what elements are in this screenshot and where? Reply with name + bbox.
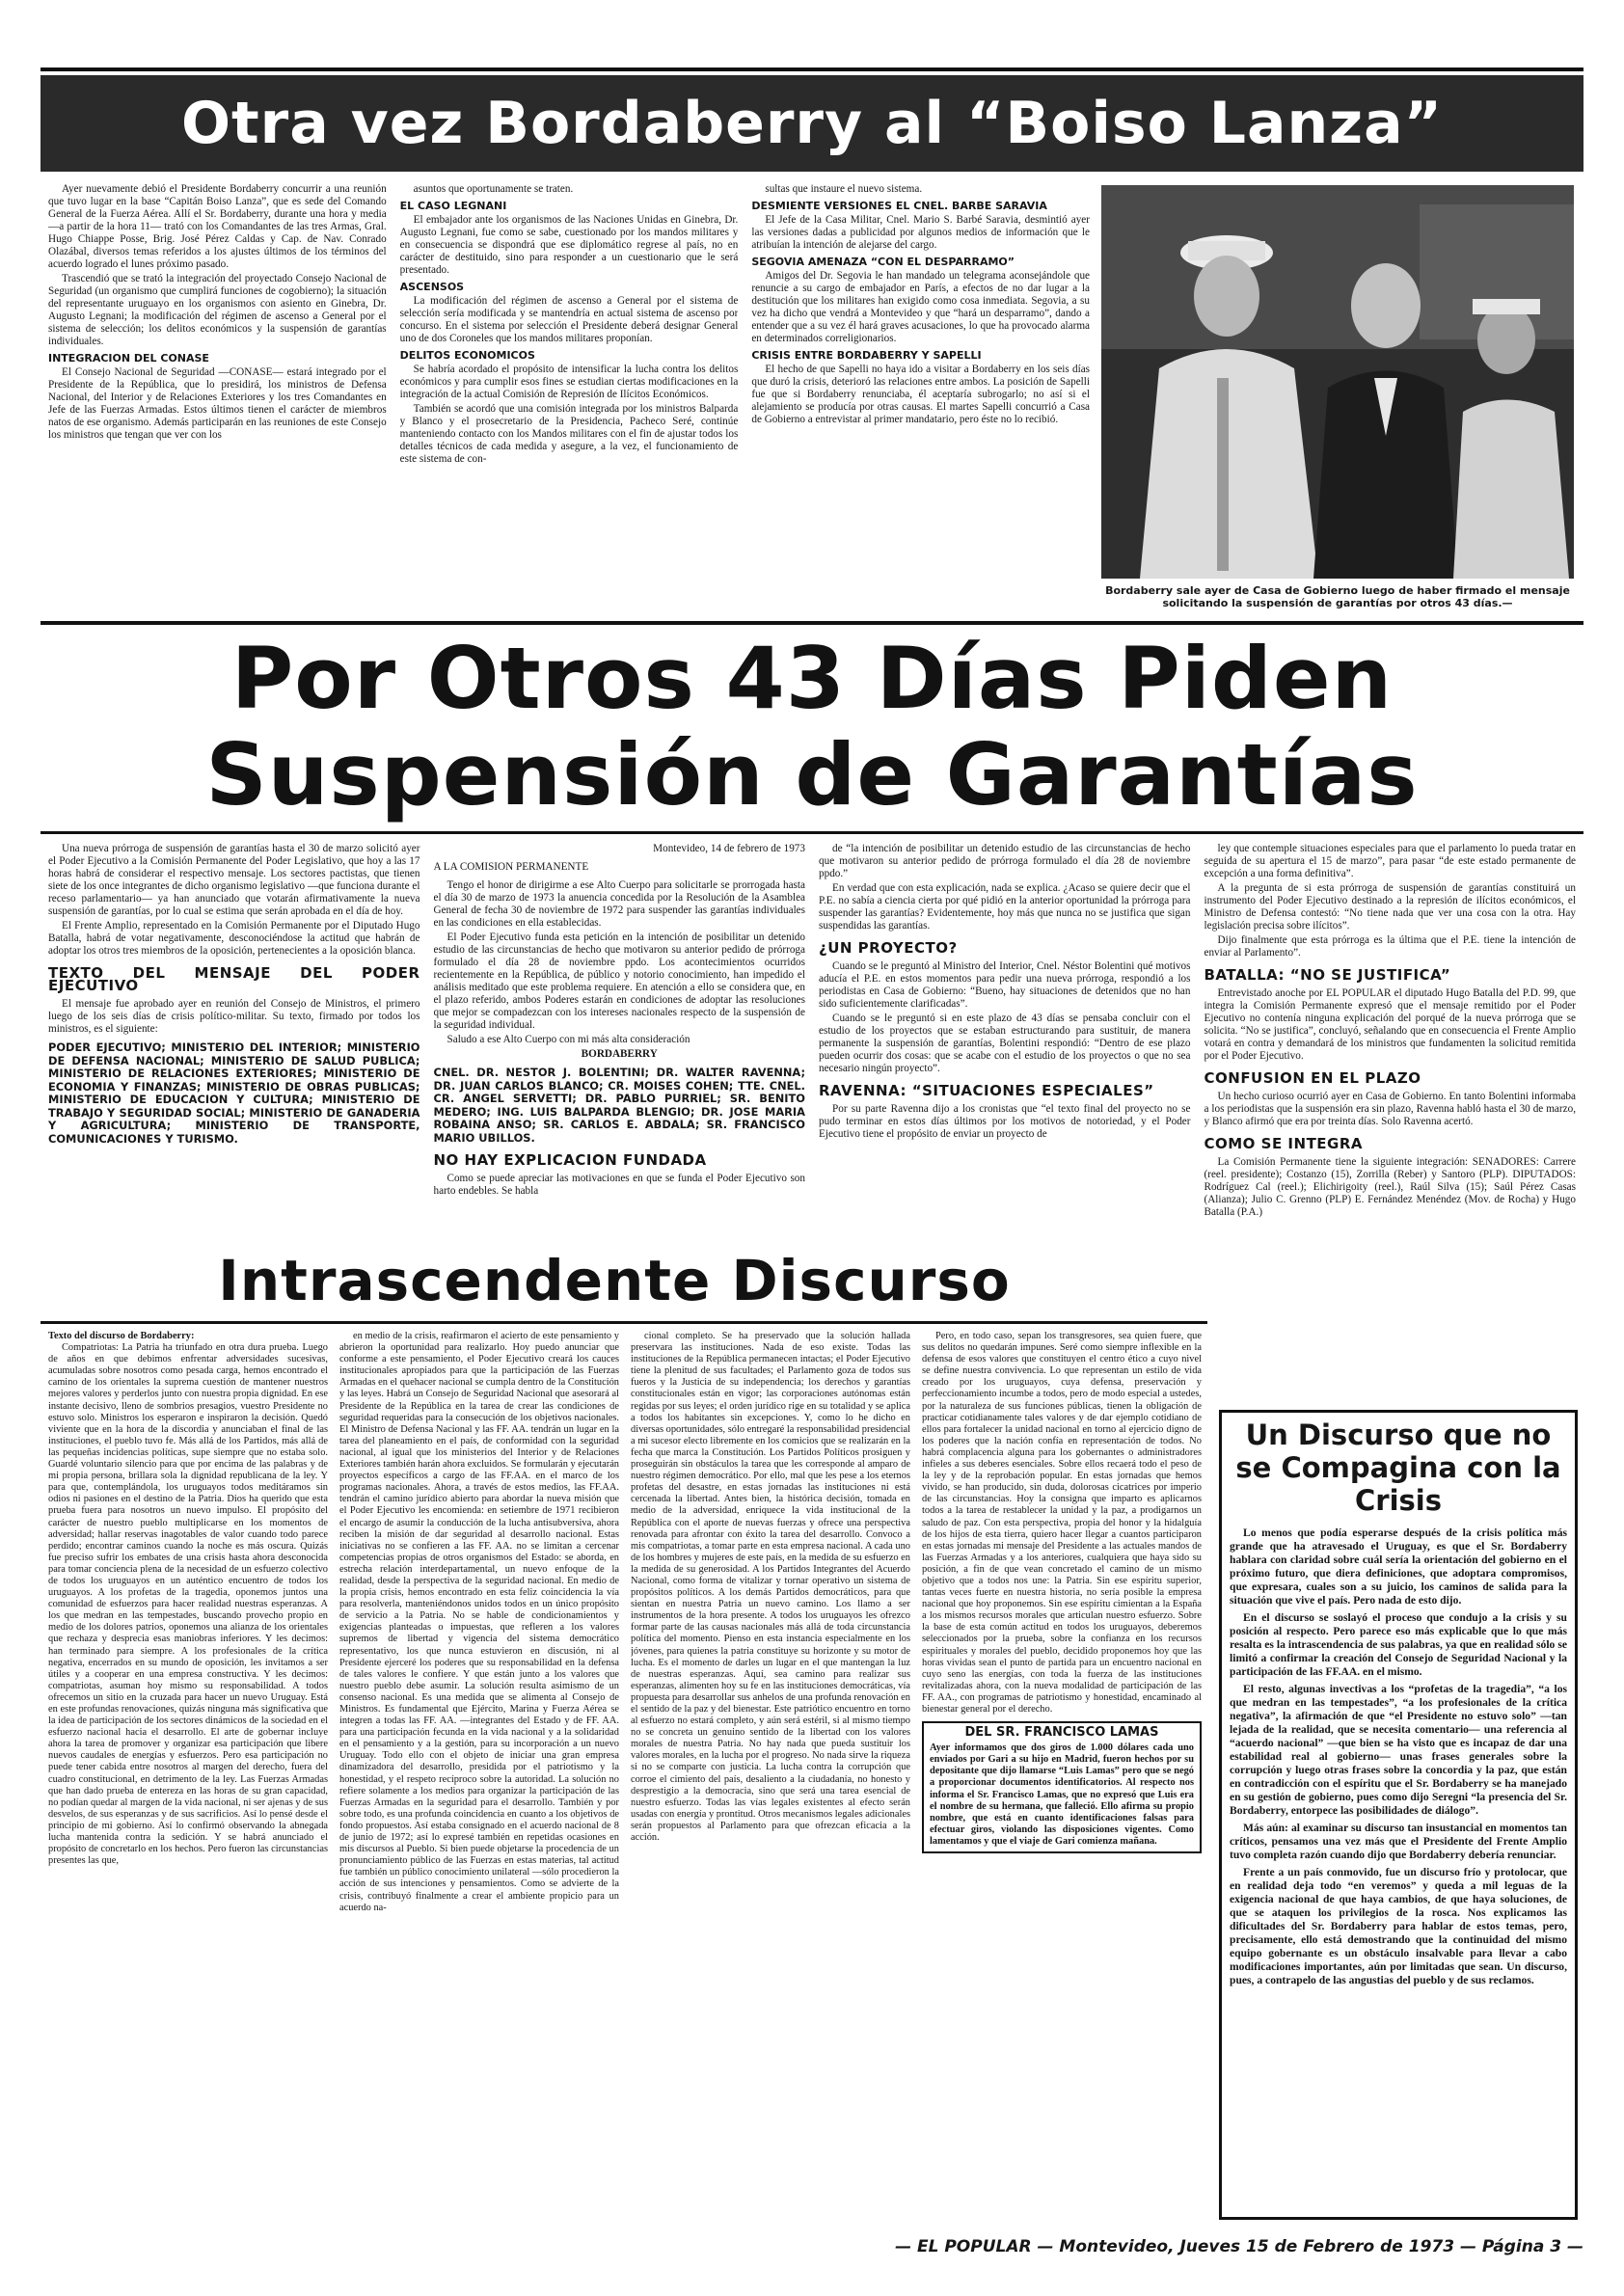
photo-caption: Bordaberry sale ayer de Casa de Gobierno luego de haber firmado el mensaje solicitando la suspensión de garantías por otros 43 días.— — [1105, 584, 1570, 609]
top-col-2 — [400, 183, 739, 617]
main-col3-para-2: En verdad que con esta explicación, nada se explica. ¿Acaso se quiere decir que el P.E. no sabía a ciencia cierta por qué pidió en la anterior oportunidad la prórroga para suspender las garantías? Evidentemente, hoy más que nunca no se justifica que sigan suspendidas las garantías. — [819, 882, 1191, 932]
main-subhead-confusion: CONFUSION EN EL PLAZO — [1204, 1069, 1421, 1087]
top-col-1 — [48, 183, 387, 617]
speech-col-2 — [339, 1331, 619, 2218]
top-border-rule — [41, 68, 1583, 71]
top-headline: Otra vez Bordaberry al “Boiso Lanza” — [41, 75, 1583, 172]
top-col2-para-3: La modificación del régimen de ascenso a General por el sistema de selección sería modificada y se mantendría en actual sistema de ascenso por concurso. En el sistema por selección el Presidente deberá designar General uno de dos Coroneles que los mandos militares proponían. — [399, 295, 739, 344]
main-col2-para-2: El Poder Ejecutivo funda esta petición en la intención de posibilitar un detenido estudio de las circunstancias de hecho que motivaron su anterior pedido de prórroga formulado el día 28 de noviembre ppdo. Los acontecimientos ocurridos recientemente en la República, de público y notorio conocimiento, han impedido el análisis meditado que este problema requiere. En atención a ello se considera que, en el plazo referido, ambos Poderes estarán en condiciones de adoptar las resoluciones que mejor se compadezcan con los intereses nacionales respecto de la suspensión de la seguridad individual. — [433, 932, 805, 1031]
message-addressee: A LA COMISION PERMANENTE — [433, 861, 589, 873]
editorial-para-1: Lo menos que podía esperarse después de la crisis política más grande que ha atravesado el Uruguay, es que el Sr. Bordaberry hablara con claridad sobre cuál sería la orientación del gobierno en el próximo futuro, que diera definiciones, que adoptara compromisos, que expresara, cuales son a su juicio, los caminos de salida para la situación que vive el país. Pero nada de esto dijo. — [1230, 1526, 1567, 1607]
ministries-list: PODER EJECUTIVO; MINISTERIO DEL INTERIOR; MINISTERIO DE DEFENSA NACIONAL; MINISTERIO DE SALUD PUBLICA; MINISTERIO DE RELACIONES EXTERIORES; MINISTERIO DE ECONOMIA Y FINANZAS; MINISTERIO DE OBRAS PUBLICAS; MINISTERIO DE EDUCACION Y CULTURA; MINISTERIO DE TRABAJO Y SEGURIDAD SOCIAL; MINISTERIO DE GANADERIA Y AGRICULTURA; MINISTERIO DE TRANSPORTE, COMUNICACIONES Y TURISMO. — [48, 1040, 420, 1146]
editorial-box — [1219, 1410, 1578, 2220]
lamas-box-body: Ayer informamos que dos giros de 1.000 dólares cada uno enviados por Gari a su hijo en Madrid, fueron hechos por su depositante que dijo llamarse “Luis Lamas” pero que se negó a proporcionar documentos identificatorios. Al respecto nos informa el Sr. Francisco Lamas, que no expresó que Luis era el nombre de su hermana, que falleció. Ello afirma su propio nombre, que está en cuanto identificaciones falsas para efectuar giros, violando las disposiciones vigentes. Como lamentamos y que el viaje de Gari comienza mañana. — [930, 1742, 1194, 1847]
top-subhead-barbe: DESMIENTE VERSIONES EL CNEL. BARBE SARAVIA — [751, 200, 1047, 212]
main-col-4 — [1204, 843, 1577, 1257]
top-subhead-conase: INTEGRACION DEL CONASE — [48, 352, 209, 365]
speech-col-3 — [631, 1331, 910, 2218]
editorial-para-4: Más aún: al examinar su discurso tan insustancial en momentos tan críticos, pensamos una vez más que el Presidente del Frente Amplio tuvo completa razón cuando dijo que Bordaberry debería renunciar. — [1230, 1822, 1567, 1861]
main-col3-para-5: Por su parte Ravenna dijo a los cronistas que “el texto final del proyecto no se pudo terminar en estos días últimos por los motivos de notoriedad, y el Poder Ejecutivo tiene el propósito de enviar un proyecto de — [819, 1103, 1191, 1140]
third-headline: Intrascendente Discurso — [218, 1248, 1011, 1313]
editorial-para-2: En el discurso se soslayó el proceso que condujo a la crisis y su posición al respecto. Pero parece eso más explicable que lo que más resalta es la intrascendencia de sus palabras, ya que en realidad sólo se limitó a confirmar la creación del Consejo de Seguridad Nacional y la participación de las FF.AA. en el mismo. — [1230, 1611, 1567, 1678]
main-col-1 — [48, 843, 420, 1257]
main-col4-para-5: Un hecho curioso ocurrió ayer en Casa de Gobierno. En tanto Bolentini informaba a los periodistas que la suspensión era sin plazo, Ravenna habló hasta el 30 de marzo, y Blanco afirmó que era por treinta días. Solo Ravenna acertó. — [1204, 1091, 1576, 1127]
speech-col1-text: Compatriotas: La Patria ha triunfado en otra dura prueba. Luego de años en que debimos enfrentar adversidades sucesivas, acumuladas sobre nosotros como pesada carga, hemos encontrado el camino de los orientales la suprema cuestión de mantener nuestros mejores valores y perderlos junto con nuestra propia dignidad. En ese instante decisivo, lleno de sombrios presagios, vuestro Presidente no estuvo solo. Ministros los esperaron e inspiraron la decisión. Quedó viviente que en la hora de la discordia y anunciaban el final de las instituciones, el pueblo tuvo fe. Más allá de los Partidos, más allá de las pequeñas incidencias políticas, supe siempre que no estaba solo. Guardé voluntario silencio para que por encima de las palabras y de mi propia persona, brillara sola la dignidad republicana de la ley. Y para que, contemplándola, los uruguayos todos meditáramos sin odios ni pasiones en el destino de la Patria. Dios ha querido que esta prueba fuera para nosotros un nuevo impulso. El propósito del carácter de nuestro pueblo multiplicarse en los momentos de adversidad; hallar reservas inagotables de valor cuando todo parece perdido; encontrar caminos cuando la noche es más oscura. Quizás fue preciso sufrir los embates de una crisis hasta ahora desconocida para tomar conciencia plena de la necesidad de un esfuerzo colectivo de todos los uruguayos en un auténtico encuentro de todos los uruguayos. A los profetas de la tragedia, oponemos juntos una comunidad de esfuerzos para hacer realidad nuestras esperanzas. A los que medran en las tempestades, buscando provecho propio en medio de los dolores patrios, oponemos una alianza de los orientales que rechaza y desprecia esas maniobras inferiores. Y les decimos: han terminado para siempre. A los profesionales de la crítica negativa, encerrados en su mundo de oposición, les invitamos a ser útiles y a cooperar en una empresa constructiva. Y les decimos: compatriotas, asuman hoy mismo su responsabilidad. A todos ofrecemos un sitio en la cruzada para hacer un nuevo Uruguay. Está en este profundas renovaciones, quizás ninguna más significativa que la idea de participación de los sectores dinámicos de la sociedad en el esfuerzo nacional hacia el desarrollo. El arte de gobernar incluye ahora la tarea de promover y organizar esa participación que libere nuevos caudales de energías y esfuerzos. Pero esa participación no puede tener cabida entre nosotros al margen del derecho, fuera del cuadro constitucional, en detrimento de la ley. Las Fuerzas Armadas que han dado prueba de entereza en las horas de su gran capacidad, no podían quedar al margen de la vida nacional, ni ser ajenas y de sus desvelos, de sus esperanzas y de sus sacrificios. Así lo pensé desde el principio de mi gobierno. Así lo confirmó observando la abnegada lucha mantenida contra la sedición. Y se habrá anunciado el propósito de concretarlo en los hechos. Pero fueron las circunstancias presentes las que, — [48, 1342, 328, 1867]
main-col4-para-3: Dijo finalmente que esta prórroga es la última que el P.E. tiene la intención de enviar al Parlamento”. — [1204, 934, 1576, 959]
main-col-3 — [819, 843, 1191, 1257]
top-subhead-legnani: EL CASO LEGNANI — [399, 200, 507, 212]
page-footer: — EL POPULAR — Montevideo, Jueves 15 de Febrero de 1973 — Página 3 — — [895, 2237, 1583, 2256]
main-col4-para-6: La Comisión Permanente tiene la siguiente integración: SENADORES: Carrere (reel. presidente); Costanzo (15), Zorrilla (Reber) y Santoro (PLP). DIPUTADOS: Rodríguez Cal (reel.); Elichirigoity (reel.), Raúl Silva (15); Saúl Pérez Casas (Alianza); Julio C. Grenno (PLP) E. Fernández Menéndez (Mov. de Rocha) y Hugo Batalla (P.A.) — [1204, 1156, 1576, 1218]
top-col3-para-3: Amigos del Dr. Segovia le han mandado un telegrama aconsejándole que renuncie a su cargo de embajador en París, a efectos de no dar lugar a la destitución que los militares han exigido como cosa inmediata. Segovia, a su vez ha dicho que vendrá a Montevideo y que “hará un desparramo”, dando a entender que a su vez él hará graves acusaciones, lo que ha provocado alarma en determinados correligionarios. — [751, 270, 1091, 344]
main-subhead-proyecto: ¿UN PROYECTO? — [819, 939, 958, 957]
main-article-columns — [48, 843, 1576, 1257]
main-subhead-no-hay: NO HAY EXPLICACION FUNDADA — [433, 1151, 707, 1169]
newspaper-page — [41, 68, 1583, 2276]
top-col-3 — [751, 183, 1090, 617]
speech-col4-text: Pero, en todo caso, sepan los transgresores, sea quien fuere, que sus delitos no quedarán impunes. Seré como siempre inflexible en la defensa de esos valores que constituyen el centro ético a cuyo nivel se define nuestra convivencia. Lo que representan un estilo de vida creado por los uruguayos, cuya defensa, preservación y perfeccionamiento incumbe a todos, pero de modo especial a ustedes, por la naturaleza de sus funciones públicas, tienen la obligación de practicar cotidianamente tales valores y de dar ejemplo cotidiano de ellos para fortalecer la unidad nacional en torno al ejercicio digno de los poderes que la nación confía en representación de todos. No habrá complacencia alguna para los gobernantes o administradores infieles a sus deberes esenciales. Sobre ellos recaerá todo el peso de la ley y de la reprobación popular. En estas jornadas que hemos vivido, se han producido, sin duda, dolorosas cicatrices por imperio de las circunstancias. Hoy la consigna que imparto es aplicarnos todos a la tarea de restablecer la unidad y la paz, a prodigarnos un saludo de paz. Con esta perspectiva, propia del honor y la hidalguía de los hijos de esta tierra, quiero hacer llegar a cuantos participaron en estas jornadas mi mensaje del Presidente a las actuales mandos de las Fuerzas Armadas y a los anteriores, cualquiera que haya sido su posición, a fin de que vean concretado el camino de un mismo objetivo que a todos nos une: la Patria. Sin ese espíritu superior, tantas veces fuerte en nuestra historia, no sería posible la empresa nacional que hoy proponemos. Sin ese espíritu cimientan a la España a los mismos recursos morales que articulan nuestro esfuerzo. Sobre la base de esta común actitud en todos los uruguayos, deberemos seleccionados por la prueba, sobre la confianza en los recursos espirituales y morales del pueblo, decidido proponemos hoy que las horas vividas sean el punto de partida para un encuentro nacional en cuyo seno las energías, con toda la fuerza de las instituciones revitalizadas ahora, con la nueva modalidad de participación de las FF. AA., con programas de patriotismo y honestidad, encaminado al bienestar general por el derecho. — [922, 1331, 1202, 1715]
main-headline-line-2: Suspensión de Garantías — [205, 725, 1419, 824]
main-headline-line-1: Por Otros 43 Días Piden — [230, 629, 1394, 728]
main-col-2 — [434, 843, 806, 1257]
top-subhead-delitos: DELITOS ECONOMICOS — [399, 349, 535, 362]
lamas-box-title: DEL SR. FRANCISCO LAMAS — [964, 1725, 1159, 1741]
main-col4-para-4: Entrevistado anoche por EL POPULAR el diputado Hugo Batalla del P.D. 99, que integra la Comisión Permanente expresó que el mensaje remitido por el Poder Ejecutivo no contenía ninguna explicación del porqué de la nueva prórroga que se solicita. “No se justifica”, concluyó, señalando que en consecuencia el Frente Amplio votará en contra y demandará de los ministros que fundamenten la solicitud remitida por el Poder Ejecutivo. — [1204, 987, 1576, 1062]
speech-intro: Texto del discurso de Bordaberry: — [48, 1331, 195, 1341]
photo-illustration — [1101, 185, 1574, 579]
main-col1-para-2: El Frente Amplio, representado en la Comisión Permanente por el Diputado Hugo Batalla, habrá de votar negativamente, desconociéndose la actitud que habrán de adoptar los otros tres miembros de la oposición, pertenecientes a la oposición blanca. — [48, 920, 420, 957]
editorial-body — [1222, 1526, 1575, 1987]
third-headline-rule — [41, 1321, 1207, 1324]
main-col2-para-4: Como se puede apreciar las motivaciones en que se funda el Poder Ejecutivo son harto endebles. Se habla — [433, 1173, 805, 1197]
editorial-title: Un Discurso que no se Compagina con la Crisis — [1235, 1418, 1561, 1517]
main-headline-rule — [41, 831, 1583, 834]
top-col3-para-1: sultas que instaure el nuevo sistema. — [765, 183, 923, 195]
top-col1-para-2: Trascendió que se trató la integración del proyectado Consejo Nacional de Seguridad (un organismo que cumplirá funciones de cogobierno); la situación del representante uruguayo en los organismos con asiento en Ginebra, Dr. Augusto Legnani; la modificación del régimen de ascenso a General por el sistema de selección; los delitos económicos y la suspensión de garantías individuales. — [48, 273, 387, 347]
main-subhead-ravenna: RAVENNA: “SITUACIONES ESPECIALES” — [819, 1082, 1154, 1099]
top-col1-para-3: El Consejo Nacional de Seguridad —CONASE— estará integrado por el Presidente de la República, que lo presidirá, los ministros de Defensa Nacional, del Interior y de Relaciones Exteriores y los tres Comandantes en Jefe de las Fuerzas Armadas. Estos últimos tienen el carácter de miembros natos de ese organismo. Además participarán en las reuniones de este Consejo los ministros que tengan que ver con los — [48, 366, 387, 441]
top-col1-para-1: Ayer nuevamente debió el Presidente Bordaberry concurrir a una reunión que tuvo lugar en la base “Capitán Boiso Lanza”, que es sede del Comando General de la Fuerza Aérea. Allí el Sr. Bordaberry, durante una hora y media —a partir de la hora 11— trató con los Comandantes de las tres Armas, Gral. Hugo Chiappe Posse, Brig. José Pérez Caldas y Cap. de Nav. Conrado Olazábal, diversos temas referidos a los ajustes últimos de los términos del acuerdo logrado el lunes próximo pasado. — [48, 183, 387, 270]
top-subhead-sapelli: CRISIS ENTRE BORDABERRY Y SAPELLI — [751, 349, 982, 362]
top-article-columns — [48, 183, 1090, 617]
speech-columns — [48, 1331, 1202, 2218]
top-subhead-ascensos: ASCENSOS — [399, 281, 465, 293]
main-subhead-texto: TEXTO DEL MENSAJE DEL PODER EJECUTIVO — [48, 964, 420, 994]
main-col3-para-3: Cuando se le preguntó al Ministro del Interior, Cnel. Néstor Bolentini qué motivos aducía el P.E. en estos momentos para pedir una nueva prórroga, respondió a los periodistas en Casa de Gobierno: “Bueno, hay situaciones de detenidos que no han sido suficientemente clarificadas”. — [819, 960, 1191, 1010]
main-col2-para-1: Tengo el honor de dirigirme a ese Alto Cuerpo para solicitarle se prorrogada hasta el día 30 de marzo de 1973 la anuencia concedida por la Resolución de la Asamblea General de fecha 30 de noviembre de 1972 para suspender las garantías individuales en las condiciones en ella establecidas. — [433, 879, 805, 929]
main-col4-para-2: A la pregunta de si esta prórroga de suspensión de garantías constituirá un instrumento del Poder Ejecutivo destinado a la represión de ilícitos económicos, el Ministro de Defensa contestó: “No tiene nada que ver una cosa con la otra. Hay legislación precisa sobre ilícitos”. — [1204, 882, 1576, 932]
bordaberry-photo — [1101, 185, 1574, 579]
message-dateline: Montevideo, 14 de febrero de 1973 — [653, 843, 805, 854]
speech-col-4 — [922, 1331, 1202, 2218]
speech-col-1 — [48, 1331, 328, 2218]
message-signer: BORDABERRY — [581, 1048, 658, 1060]
top-col3-para-4: El hecho de que Sapelli no haya ido a visitar a Bordaberry en los seis días que duró la crisis, deterioró las relaciones entre ambos. La posición de Sapelli fue que si Bordaberry renunciaba, él aceptaría subrogarlo; no así si el alejamiento se producía por otras causas. El martes Sapelli concurrió a Casa de Gobierno a entrevistar al primer mandatario, pero éste no lo recibió. — [751, 364, 1091, 425]
main-subhead-batalla: BATALLA: “NO SE JUSTIFICA” — [1204, 966, 1451, 984]
main-col2-para-3: Saludo a ese Alto Cuerpo con mi más alta consideración — [447, 1034, 690, 1045]
speech-col3-text: cional completo. Se ha preservado que la solución hallada preservara las instituciones. Nada de eso existe. Todas las instituciones de la República permanecen intactas; el Poder Ejecutivo tiene la plenitud de sus facultades; el Parlamento goza de todos sus fueros y la Justicia de su independencia; los derechos y garantías constitucionales están en vigor; las corporaciones autónomas están regidas por sus leyes; el orden jurídico rige en su totalidad y se aplica a todos los habitantes sin excepciones. Y, como lo he dicho en diversas oportunidades, sólo entregaré la responsabilidad presidencial a mi sucesor electo libremente en los comicios que se realizarán en la fecha que marca la Constitución. Los Partidos Políticos prosiguen y proseguirán sin obstáculos la tarea que les corresponde al amparo de nuestro régimen democrático. Por ello, mal que les pese a los eternos profetas del desastre, en estas jornadas las instituciones ni está cercenada la libertad. Antes bien, la histórica decisión, tomada en medio de la adversidad, enriquece la vida institucional de la República con el aporte de nuevas fuerzas y ofrece una perspectiva renovada para afrontar con éxito la tarea del desarrollo. Convoco a mis compatriotas, a tomar parte en esta empresa nacional. A cada uno de los hombres y mujeres de este país, en la medida de su esfuerzo en la medida de su generosidad. A los Partidos Integrantes del Acuerdo Nacional, como forma de vitalizar y tornar operativo un sistema de propósitos políticos. A los demás Partidos democráticos, para que sientan en nuestra Patria un nuevo camino. Los llamo a ser instrumentos de la hora presente. A todos los uruguayos les ofrezco formar parte de las causas nacionales más allá de toda circunstancia política del momento. Pienso en esta instancia especialmente en los jóvenes, para quienes la patria constituye su horizonte y su motor de lucha. Es el momento de darles un lugar en el que mantengan la luz de nuestras esperanzas. Aquí, sea camino para realizar sus esperanzas, alimenten hoy su fe en las instituciones democráticas, vía propuesta para desarrollar sus anhelos de una profunda renovación en el sentido de la paz y del bienestar. Este patriótico encuentro en torno al esfuerzo no estará completo, y aún será estéril, si al mismo tiempo no se concreta un genuino sentido de la libertad con los valores morales de nuestra Patria. No hay nada que pueda sustituir los valores morales, en la lucha por el progreso. No nada sirve la riqueza si no se comparte con justicia. La lucha contra la corrupción que corroe el cimiento del país, desaliento a la ciudadanía, no honesto y desprestigio a la democracia, sino que será una tarea esencial de nuestro esfuerzo. Todas las vías legales existentes al efecto serán usadas con energía y prontitud. Otros mecanismos legales adicionales serán propuestos al Parlamento para que ofrezcan eficacia a la acción. — [631, 1331, 910, 1844]
top-col2-para-4: Se habría acordado el propósito de intensificar la lucha contra los delitos económicos y para cumplir esos fines se estudian ciertas modificaciones en la integración de la actual Comisión de Represión de Ilícitos Económicos. — [399, 364, 739, 400]
lamas-box — [922, 1721, 1202, 1853]
top-col2-para-2: El embajador ante los organismos de las Naciones Unidas en Ginebra, Dr. Augusto Legnani, fue como se sabe, cuestionado por los mandos militares y en consecuencia se dispondrá que ese diplomático regrese al país, no en carácter de destituido, sino para responder a un cuestionario que le será presentado. — [399, 214, 739, 276]
signatories-list: CNEL. DR. NESTOR J. BOLENTINI; DR. WALTER RAVENNA; DR. JUAN CARLOS BLANCO; CR. MOISES COHEN; TTE. CNEL. CR. ANGEL SERVETTI; DR. PABLO PURRIEL; SR. BENITO MEDERO; ING. LUIS BALPARDA BLENGIO; DR. JOSE MARIA ROBAINA ANSO; SR. CARLOS E. ABDALA; SR. FRANCISCO MARIO UBILLOS. — [433, 1066, 805, 1145]
top-col3-para-2: El Jefe de la Casa Militar, Cnel. Mario S. Barbé Saravia, desmintió ayer las versiones dadas a publicidad por algunos medios de información que le atribuían la intención de alejarse del cargo. — [751, 214, 1091, 251]
top-section-rule — [41, 621, 1583, 625]
main-col1-para-3: El mensaje fue aprobado ayer en reunión del Consejo de Ministros, el primero luego de los seis días de crisis político-militar. Su texto, firmado por todos los ministros, es el siguiente: — [48, 998, 420, 1035]
editorial-para-5: Frente a un país conmovido, fue un discurso frío y protolocar, que en realidad deja todo “en veremos” y queda a mil leguas de la exigencia nacional de que haya cambios, de que haya soluciones, de que se ataquen los privilegios de la rosca. Nos explicamos las dificultades del Sr. Bordaberry para hablar de estos temas, pero, precisamente, ello está demostrando que la continuidad del mismo equipo gobernante es un obstáculo insalvable para llevar a cabo modificaciones importantes, aún por limitadas que sean. Un discurso, pues, a contrapelo de las angustias del pueblo y de sus reclamos. — [1230, 1866, 1567, 1986]
editorial-para-3: El resto, algunas invectivas a los “profetas de la tragedia”, “a los que medran en las tempestades”, “a los profesionales de la crítica negativa”, la afirmación de que “el Presidente no estuvo solo” —tan lejada de la realidad, que se necesita comentario— una referencia al “acuerdo nacional” —que bien se ha visto que es incapaz de dar una estabilidad real al gobierno— unas frases generales sobre la corrupción y luego otras frases sobre la concordia y la paz, que están en contradicción con el espíritu que el Sr. Bordaberry se ha manejado en su gestión de gobierno, pues como dijo Seregni “la presencia del Sr. Bordaberry, entorpece las posibilidades de diálogo”. — [1230, 1683, 1567, 1817]
main-col4-para-1: ley que contemple situaciones especiales para que el parlamento lo pueda tratar en seguida de su apertura el 15 de marzo”, para pasar “de este estado permanente de excepción a una forma definitiva”. — [1204, 843, 1576, 879]
top-col2-para-5: También se acordó que una comisión integrada por los ministros Balparda y Blanco y el prosecretario de la Presidencia, Pacheco Seré, continúe manteniendo contacto con los Mandos militares con el fin de ajustar todos los detalles técnicos de cada medida y asegure, a la vez, el funcionamiento de este sistema de con- — [399, 403, 739, 465]
top-col2-para-1: asuntos que oportunamente se traten. — [413, 183, 574, 195]
main-col3-para-4: Cuando se le preguntó si en este plazo de 43 días se pensaba concluir con el estudio de los proyectos que se estaban estructurando para sustituir, de manera permanente la suspensión de garantías, Bolentini respondió: “Dentro de ese plazo pueden ocurrir dos cosas: que se acabe con el estudio de los proyectos o que no sea necesario ningún proyecto”. — [819, 1013, 1191, 1074]
speech-col2-text: en medio de la crisis, reafirmaron el acierto de este pensamiento y abrieron la oportunidad para realizarlo. Hoy puedo anunciar que conforme a este pensamiento, el Poder Ejecutivo creará los cauces institucionales apropiados para que la participación de las Fuerzas Armadas en el quehacer nacional se cumpla dentro de la Constitución y las leyes. Habrá un Consejo de Seguridad Nacional que asesorará al Presidente de la República en la tarea de crear las condiciones de seguridad requeridas para la consecución de los objetivos nacionales. El Ministro de Defensa Nacional y las FF. AA. tendrán un lugar en la tarea del planeamiento en el país, de conformidad con la seguridad nacional, al igual que los ministerios del Interior y de Relaciones Exteriores también harán ahora excluidos. Se formularán y ejecutarán proyectos específicos a cargo de las FF.AA. en el marco de los programas nacionales. Ahora, a través de estos medios, las FF.AA. tendrán el camino jurídico abierto para abordar la nueva misión que el Poder Ejecutivo les encomienda: en setiembre de 1971 recibieron el encargo de asumir la conducción de la lucha antisubversiva, ahora reciben la misión de dar seguridad al desarrollo nacional. Estas iniciativas no se confieren a las FF. AA. no se limitan a cercenar competencias propias de otros organismos del Estado: se aborda, en estrecha relación interdepartamental, un nuevo enfoque de la realidad, desde la perspectiva de la seguridad nacional. En medio de la propia crisis, hemos encontrado en esta feliz coincidencia la vía para resolverla, manteniéndonos unidos todos en un único propósito de servicio a la Patria. No se hable de condicionamientos y exigencias planteadas o impuestas, que refleren a los valores supremos de libertad y vigencia del sistema democrático representativo, los que nunca estuvieron en discusión, ni al Presidente ejerceré los poderes que su responsabilidad en la defensa de tales valores le confiere. Y que están junto a los valores que nuestro pueblo debe asumir. La solución resulta asimismo de un consenso nacional. Es una medida que se alimenta al Consejo de Ministros. Es fundamental que Ejército, Marina y Fuerza Aérea se integren a todas las FF. AA. —integrantes del Estado y de FF. AA. para una participación fecunda en la vida nacional y a la solidaridad en el pensamiento y a la gestión, para su incorporación a un nuevo Uruguay. Todo ello con el objeto de iniciar una gran empresa dinamizadora del desarrollo, presidida por el patriotismo y la honestidad, y el respeto recíproco sobre la autoridad. La solución no refiere solamente a los medios para organizar la participación de las Fuerzas Armadas en la seguridad para el desarrollo. También y por sobre todo, es una profunda coincidencia en cuanto a los objetivos de fondo propuestos. Así estaba consignado en el acuerdo nacional de 8 de junio de 1972; así lo expresé también en repetidas ocasiones en mis discursos al Pueblo. Si bien puede objetarse la procedencia de un pronunciamiento público de las Fuerzas en estas materias, tal actitud fue también un público conocimiento unilateral —sólo procedieron la acción de sus intenciones y pensamientos. Como se advierte de la crisis, contribuyó finalmente a crear el ambiente propicio para un acuerdo na- — [339, 1331, 619, 1913]
top-subhead-segovia: SEGOVIA AMENAZA “CON EL DESPARRAMO” — [751, 256, 1015, 268]
main-subhead-integra: COMO SE INTEGRA — [1204, 1135, 1364, 1152]
main-col1-para-1: Una nueva prórroga de suspensión de garantías hasta el 30 de marzo solicitó ayer el Poder Ejecutivo a la Comisión Permanente del Poder Legislativo, que hoy a las 17 horas habrá de considerar el respectivo mensaje. Los sectores pactistas, que tienen siete de los once integrantes de dicho organismo legislativo —que funciona durante el receso parlamentario— ya han anunciado que votarán afirmativamente la nueva suspensión de garantías, por lo cual se estima que serán aprobada en el día de hoy. — [48, 843, 420, 917]
main-col3-para-1: de “la intención de posibilitar un detenido estudio de las circunstancias de hecho que motivaron su anterior pedido de prórroga formulado el día 28 de noviembre ppdo.” — [819, 843, 1191, 879]
